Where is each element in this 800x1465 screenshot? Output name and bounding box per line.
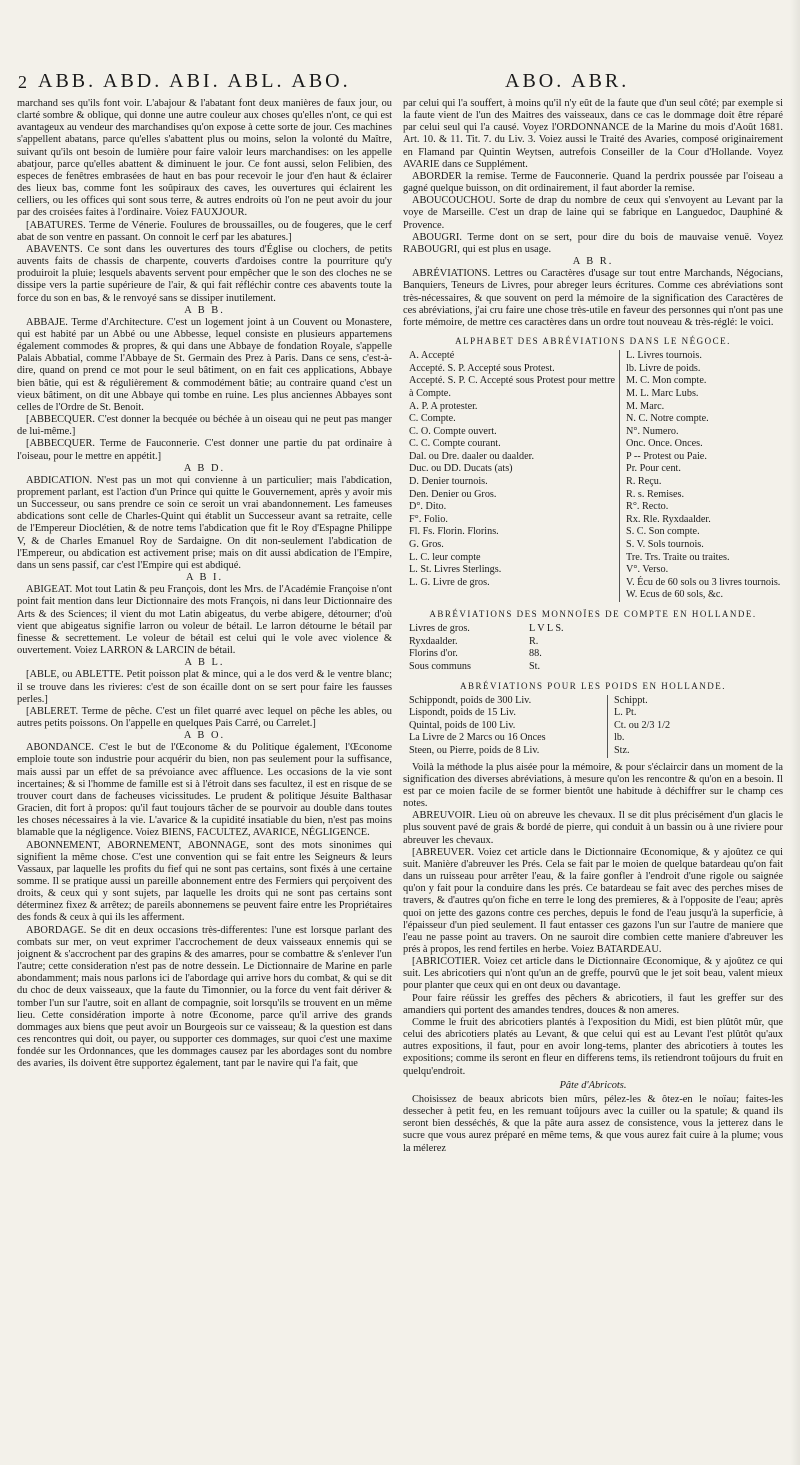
table-row — [409, 661, 783, 674]
entry-abreviations: ABRÉVIATIONS. Lettres ou Caractères d'usage sur tout entre Marchands, Négocians, Banquiers, Teneurs de Livres, pour abreger leurs écritures. Comme ces abréviations sont très-nécessaires, & que souvent on perd la mémoire de la signification des Caractères de ces abréviations, j'ai cru faire une chose très-utile en faveur des personnes qui n'ont pas une forte mémoire, de mettre ces caractères dans un ordre tout nouveau & très-réglé: le voici. — [403, 268, 783, 328]
abbreviation: Ct. ou 2/3 1/2 — [614, 719, 671, 731]
abbreviations-left-list — [409, 350, 620, 602]
abbreviation: lb. — [614, 732, 625, 744]
money-abbreviations-table — [409, 623, 783, 673]
left-running-head: ABB. ABD. ABI. ABL. ABO. — [38, 70, 351, 92]
entry-abbecquer-2: [ABBECQUER. Terme de Fauconnerie. C'est donner une partie du pat ordinaire à l'oiseau, pour le mettre en appétit.] — [17, 438, 392, 462]
abbreviation-entry: F°. Folio. — [409, 513, 448, 525]
abbreviation-entry: Tre. Trs. Traite ou traites. — [626, 551, 730, 563]
abbreviation-entry: Rx. Rle. Ryxdaalder. — [626, 513, 711, 525]
table-title: ABRÉVIATIONS POUR LES POIDS EN HOLLANDE. — [459, 680, 726, 691]
paragraph: par celui qui l'a souffert, à moins qu'il n'y eût de la faute que d'un seul côté; par exemple si la faute vient de l'un des Maitres des vaisseaux, dans ce cas le dommage doit être réparé par celui seul qui l'a causé. Voyez l'ORDONNANCE de la Marine du mois d'Août 1681. Art. 10. & 11. Tit. 7. du Liv. 3. Voiez aussi le Traité des Avaries, composé originairement en Flamand par Quintin Weytsen, autrefois Conseiller de la Cour d'Hollande. Voyez AVARIE dans ce Supplément. — [403, 98, 783, 170]
table-title: ALPHABET DES ABRÉVIATIONS DANS LE NÉGOCE. — [455, 335, 731, 346]
table-row — [409, 648, 783, 661]
paragraph: Comme le fruit des abricotiers plantés à l'exposition du Midi, est bien plûtôt mûr, que celui des abricotiers platés au Levant, & que celui qui est au Levant l'est plûtôt qu'aux autres expositions, il faut, pour en avoir long-tems, planter des abricotiers à toutes les expositions; comme ils seront en fleur en differens tems, ils retiendront toûjours du fruit en quelqu'endroit. — [403, 1016, 783, 1077]
abbreviation-entry: A. Accepté — [409, 350, 455, 362]
abbreviation-entry: Duc. ou DD. Ducats (ats) — [409, 463, 513, 475]
entry-abricotier: [ABRICOTIER. Voiez cet article dans le Dictionnaire Œconomique, & y ajoûtez ce qui suit. Les abricotiers qui n'ont qu'un an de greffe, pourvû que le jet soit beau, valent mieux pour planter que ceux qui en ont deux ou davantage. — [403, 956, 783, 992]
abbreviation-entry: S. V. Sols tournois. — [626, 539, 704, 551]
abbreviation-entry: C. C. Compte courant. — [409, 438, 501, 450]
abbreviation: L. Pt. — [614, 707, 637, 719]
abbreviation-entry: Accepté. S. P. C. Accepté sous Protest pour mettre à Compte. — [409, 375, 616, 399]
term: Lispondt, poids de 15 Liv. — [409, 707, 608, 720]
abbreviation: L V L S. — [529, 623, 564, 635]
abbreviation-entry: Onc. Once. Onces. — [626, 438, 703, 450]
right-running-head: ABO. ABR. — [505, 70, 630, 92]
abbreviation-entry: M. Marc. — [626, 400, 665, 412]
page-number: 2 — [18, 72, 30, 92]
page-edge-shadow — [790, 0, 800, 1465]
entry-abordage: ABORDAGE. Se dit en deux occasions très-differentes: l'une est lorsque parlant des combats sur mer, on veut exprimer l'accrochement de deux vaisseaux ennemis qui se joignent & s'accrochent par des grapins & des amarres, pour se combattre & s'enlever l'un l'autre; cette consideration n'est pas de notre dessein. Le Dictionnaire de Marine en parle abondamment; mais nous parlons ici de l'abordage qui arrive hors du combat, & qui se dit du choc de deux vaisseaux, que la faute du Timonnier, ou la force du vent fait dériver & tomber l'un sur l'autre, soit en allant de compagnie, soit lorsqu'ils se trouvent en un même lieu. Cette considération importe à notre Œconome, parce qu'il arrive des grands dommages aux biens que peut avoir un Bourgeois sur ce vaisseau; & la question est dans ces rencontres qui doit, ou payer, ou supporter ces dommages, sur quoi c'est une maxime fondée sur les Ordonnances, que les dommages causez par les abordages sont du nombre des avaries, ils doivent être supportez également, tant par le navire qui l'a fait, que — [17, 924, 392, 1070]
section-heading: A B I. — [185, 572, 224, 584]
abbreviation: Schippt. — [614, 694, 648, 706]
term: Florins d'or. — [409, 648, 458, 660]
abbreviation-entry: Pr. Pour cent. — [626, 463, 681, 475]
section-heading: A B L. — [184, 657, 225, 669]
paragraph: Pour faire réüssir les greffes des pêchers & abricotiers, il faut les greffer sur des amandiers qui portent des amandes tendres, douces & non ameres. — [403, 992, 783, 1016]
paragraph: marchand ses qu'ils font voir. L'abajour & l'abatant font deux manières de faux jour, ou clarté sombre & oblique, qui donne une autre couleur aux choses qu'elles n'ont, ce qui est avantageux au vendeur des marchandises qu'on expose à cette sorte de jour. Ces machines s'appellent abatans, parce qu'elles s'abattent plus ou moins, selon la volonté du Maître, suivant qu'ils ont besoin de lumière pour faire valoir leurs marchandises: on les appelle abatjour, parce qu'elles abattent & diminuent le jour. Ce font aussi, selon Felibien, des especes de fenêtres embrasées de haut en bas pour recevoir le jour d'en haut & éclairer des lieux bas, comme font les soûpiraux des caves, les ouvertures qui éclairent les celliers, ou les offices qui sont sous terre, & autres endroits où l'on ne peut avoir du jour par des croisées faites à l'ordinaire. Voiez FAUXJOUR. — [17, 98, 392, 219]
entry-abdication: ABDICATION. N'est pas un mot qui convienne à un particulier; mais l'abdication, proprement parlant, est l'action d'un Prince qui quitte le Gouvernement, après y avoir mis un Successeur, ou sans prendre ce soin ce seroit un vrai abandonnement. Les fameuses abdications sont celle de Charles-Quint qui établit un Successeur avant sa retraite, celle de l'Empereur Dioclétien, & de notre tems l'abdication que fit le Roy d'Espagne Philippe V, & de Charles Emanuel Roy de Sardaigne. On dit non-seulement l'abdication de l'Empereur, ou abdication est activement prise; mais on dit aussi abdication de l'Empire, dans un sens passif, car c'est l'Empire qui est abdiqué. — [17, 474, 392, 571]
abbreviation: St. — [529, 660, 541, 672]
abbreviation-entry: N. C. Notre compte. — [626, 413, 709, 425]
running-header — [0, 70, 800, 96]
paragraph: Voilà la méthode la plus aisée pour la mémoire, & pour s'éclaircir dans un moment de la signification des diverses abréviations, à mesure qu'on les rencontre & qu'on en a besoin. Il est par ce moien facile de se former bientôt une habitude à déchiffrer sur le champ ces notes. — [403, 761, 783, 810]
table-row — [409, 707, 783, 720]
recipe-title: Pâte d'Abricots. — [559, 1079, 627, 1091]
abbreviation-entry: S. C. Son compte. — [626, 526, 700, 538]
entry-abondance: ABONDANCE. C'est le but de l'Œconome & du Politique également, l'Œconome emploie toute son industrie pour acquérir du bien, non pas seulement pour la suffisance, mais aussi par un effet de sa prévoiance avec affluence. Les occasions de la vie sont incertaines; & si l'homme de famille est si à l'étroit dans ses facultez, il est en risque de se trouver court dans de facheuses vicissitudes. Le prudent & politique Jésuite Balthasar Gracien, dit fort à propos: qu'il faut toujours tâcher de se pourvoir au double dans toutes les choses nécessaires à la vie. L'avarice & la cupidité insatiable du bien, n'est pas moins blamable que la négligence. Voiez BIENS, FACULTEZ, AVARICE, NÉGLIGENCE. — [17, 742, 392, 839]
abbreviation: 88. — [529, 648, 542, 660]
right-column — [403, 98, 783, 1450]
abbreviation-entry: G. Gros. — [409, 539, 444, 551]
entry-abigeat: ABIGEAT. Mot tout Latin & peu François, dont les Mrs. de l'Académie Françoise n'ont point fait mention dans leur Dictionnaire des mots François, ni dans leur Dictionnaire des Arts & des Sciences; il vient du mot Latin abigeatus, du verbe abigere, détourner; d'où vient que abigeatus signifie larron ou voleur de bétail. Le larron détourne le bétail par finesse & secrettement. Le voleur de bétail est celui qui le vole avec violence & ouvertement. Voiez LARRON & LARCIN de bétail. — [17, 584, 392, 657]
table-row — [409, 636, 783, 649]
section-heading: A B D. — [183, 462, 226, 474]
term: Schippondt, poids de 300 Liv. — [409, 695, 608, 708]
abbreviation-entry: C. Compte. — [409, 413, 456, 425]
abbreviation-entry: R. Reçu. — [626, 476, 662, 488]
abbreviation-entry: V°. Verso. — [626, 564, 669, 576]
weight-abbreviations-table — [409, 695, 783, 758]
abbreviation-entry: Accepté. S. P. Accepté sous Protest. — [409, 362, 555, 374]
term: Sous communs — [409, 660, 471, 672]
paragraph: Choisissez de beaux abricots bien mûrs, pélez-les & ôtez-en le noïau; faites-les dessecher à petit feu, en les remuant toûjours avec la cuiller ou la spatule; & quand ils seront bien desséchés, & que la pâte aura assez de consistence, vous la jetterez dans le sucre que vous aurez préparé en même tems, & que vous aurez fait cuire à la plume; vous la mélerez — [403, 1093, 783, 1154]
entry-abonnement: ABONNEMENT, ABORNEMENT, ABONNAGE, sont des mots sinonimes qui signifient la même chose. C'est une convention qui se fait entre les Seigneurs & leurs Vassaux, par laquelle les profits du fief qui ne sont pas certains, sont fixés à une certaine somme. Il se pratique aussi un pareille abonnement entre des Fermiers qui perçoivent des droits, & ceux qui y sont sujets, par laquelle les droits qui ne sont pas certains sont déterminez fixez & arrêtez; de pareils abonnemens se peuvent faire entre les Propriétaires des fonds & ceux à qui ils les afferment. — [17, 839, 392, 924]
abbreviation-entry: M. C. Mon compte. — [626, 375, 707, 387]
abbreviation: R. — [529, 635, 539, 647]
abbreviation-entry: R. s. Remises. — [626, 488, 685, 500]
entry-abougri: ABOUGRI. Terme dont on se sert, pour dire du bois de mauvaise venuë. Voyez RABOUGRI, qui est plus en usage. — [403, 231, 783, 255]
abbreviation-entry: R°. Recto. — [626, 501, 669, 513]
abbreviation-entry: A. P. A protester. — [409, 400, 478, 412]
entry-ableret: [ABLERET. Terme de pêche. C'est un filet quarré avec lequel on pêche les ables, ou autres petits poissons. On l'appelle en quelques Pais Carré, ou Carrelet.] — [17, 705, 392, 729]
entry-abatures: [ABATURES. Terme de Vénerie. Foulures de broussailles, ou de fougeres, que le cerf abat de son ventre en passant. On connoit le cerf par les abatures.] — [17, 219, 392, 243]
abbreviation-entry: D. Denier tournois. — [409, 476, 488, 488]
table-row — [409, 745, 783, 758]
term: Livres de gros. — [409, 623, 470, 635]
abbreviations-table — [409, 350, 783, 602]
entry-abreuvoir: ABREUVOIR. Lieu où on abreuve les chevaux. Il se dit plus précisément d'un glacis le plus souvent pavé de grais & bordé de pierre, qui conduit à un bassin ou à une riviere pour abreuver les chevaux. — [403, 810, 783, 846]
abbreviation-entry: Fl. Fs. Florin. Florins. — [409, 526, 499, 538]
section-heading: A B B. — [184, 304, 225, 316]
abbreviation: Stz. — [614, 745, 630, 757]
term: La Livre de 2 Marcs ou 16 Onces — [409, 732, 608, 745]
abbreviation-entry: D°. Dito. — [409, 501, 447, 513]
abbreviation-entry: L. C. leur compte — [409, 551, 481, 563]
abbreviation-entry: C. O. Compte ouvert. — [409, 425, 497, 437]
abbreviation-entry: N°. Numero. — [626, 425, 679, 437]
abbreviation-entry: W. Ecus de 60 sols, &c. — [626, 589, 723, 601]
table-row — [409, 732, 783, 745]
table-title: ABRÉVIATIONS DES MONNOÏES DE COMPTE EN HOLLANDE. — [429, 609, 757, 619]
entry-aborder: ABORDER la remise. Terme de Fauconnerie. Quand la perdrix poussée par l'oiseau a gagné quelque buisson, on dit ordinairement, il faut aborder la remise. — [403, 170, 783, 195]
abbreviations-right-list — [620, 350, 783, 602]
abbreviation-entry: V. Écu de 60 sols ou 3 livres tournois. — [626, 576, 781, 588]
table-row — [409, 720, 783, 733]
entry-able: [ABLE, ou ABLETTE. Petit poisson plat & mince, qui a le dos verd & le ventre blanc; il se trouve dans les rivieres: c'est de son écaille dont on se sert pour faire les fausses perles.] — [17, 669, 392, 705]
table-row — [409, 695, 783, 708]
left-column — [17, 98, 392, 1450]
entry-abreuver: [ABREUVER. Voiez cet article dans le Dictionnaire Œconomique, & y ajoûtez ce qui suit. Manière d'abreuver les Prés. Cela se fait par le moien de quelque batardeau qu'on fait dans un ruisseau pour arrêter l'eau, & la faire gonfler à l'endroit d'une rigole ou saignée qu'on y fait pour la conduire dans les prés. Ce batardeau se fait avec des perches mises de travers, & d'autres qu'on fiche en terre le long des premieres, & à l'opposite de l'eau; après quoi on jette des gazons contre ces perches, depuis le fond de l'eau jusqu'à la superficie, à l'épaisseur d'un pied seulement. Il faut entasser ces gazons l'un sur l'autre de maniere que l'eau ne passe point au travers. On ne sauroit dire combien cette maniere d'abreuver les prés à propos, les rend fertiles en herbe. Voiez BATARDEAU. — [403, 846, 783, 955]
abbreviation-entry: Den. Denier ou Gros. — [409, 488, 497, 500]
section-heading: A B O. — [183, 730, 226, 742]
abbreviation-entry: L. St. Livres Sterlings. — [409, 564, 502, 576]
abbreviation-entry: P -- Protest ou Paie. — [626, 450, 707, 462]
term: Quintal, poids de 100 Liv. — [409, 720, 608, 733]
abbreviation-entry: L. G. Livre de gros. — [409, 576, 490, 588]
entry-aboucouchou: ABOUCOUCHOU. Sorte de drap du nombre de ceux qui s'envoyent au Levant par la voye de Marseille. C'est un drap de laine qui se fabrique en Languedoc, Dauphiné & Provence. — [403, 195, 783, 231]
entry-abavents: ABAVENTS. Ce sont dans les ouvertures des tours d'Église ou clochers, de petits auvents faits de chassis de charpente, couverts d'ardoises contre la pourriture qu'y produiroit la pluie; lesquels abavents servent pour empêcher que le son des cloches ne se dissipe vers la partie supérieure de l'air, & qui fait réfléchir contre ces abavents toute la force du son en bas, & le renvoyé sans se dissiper inutilement. — [17, 243, 392, 304]
abbreviation-entry: L. Livres tournois. — [626, 350, 702, 362]
section-heading: A B R. — [572, 256, 614, 268]
entry-abbaje: ABBAJE. Terme d'Architecture. C'est un logement joint à un Couvent ou Monastere, qui est habité par un Abbé ou une Abbesse, lequel consiste en plusieurs appartemens également commodes & propres, & qui dans une Abbaye de fondation Royale, s'appelle Palais Abbatial, comme l'Abbaye de St. Germain des Prez à Paris. Dans ce sens, c'est-à-dire, quand on prend ce mot pour le seul bâtiment, on en fait ces applications, Abbaye bien bâtie, qui est & régulièrement & commodément bâtie; au contraire quand c'est un vieux bâtiment, on dit une Abbaye qui tombe en ruine. Les plus anciennes Abbayes sont celles de l'Ordre de St. Benoit. — [17, 316, 392, 413]
term: Ryxdaalder. — [409, 635, 458, 647]
entry-abbecquer: [ABBECQUER. C'est donner la becquée ou béchée à un oiseau qui ne peut pas manger de lui-même.] — [17, 414, 392, 438]
term: Steen, ou Pierre, poids de 8 Liv. — [409, 745, 608, 758]
table-row — [409, 623, 783, 636]
abbreviation-entry: M. L. Marc Lubs. — [626, 387, 699, 399]
abbreviation-entry: Dal. ou Dre. daaler ou daalder. — [409, 450, 535, 462]
abbreviation-entry: lb. Livre de poids. — [626, 362, 701, 374]
